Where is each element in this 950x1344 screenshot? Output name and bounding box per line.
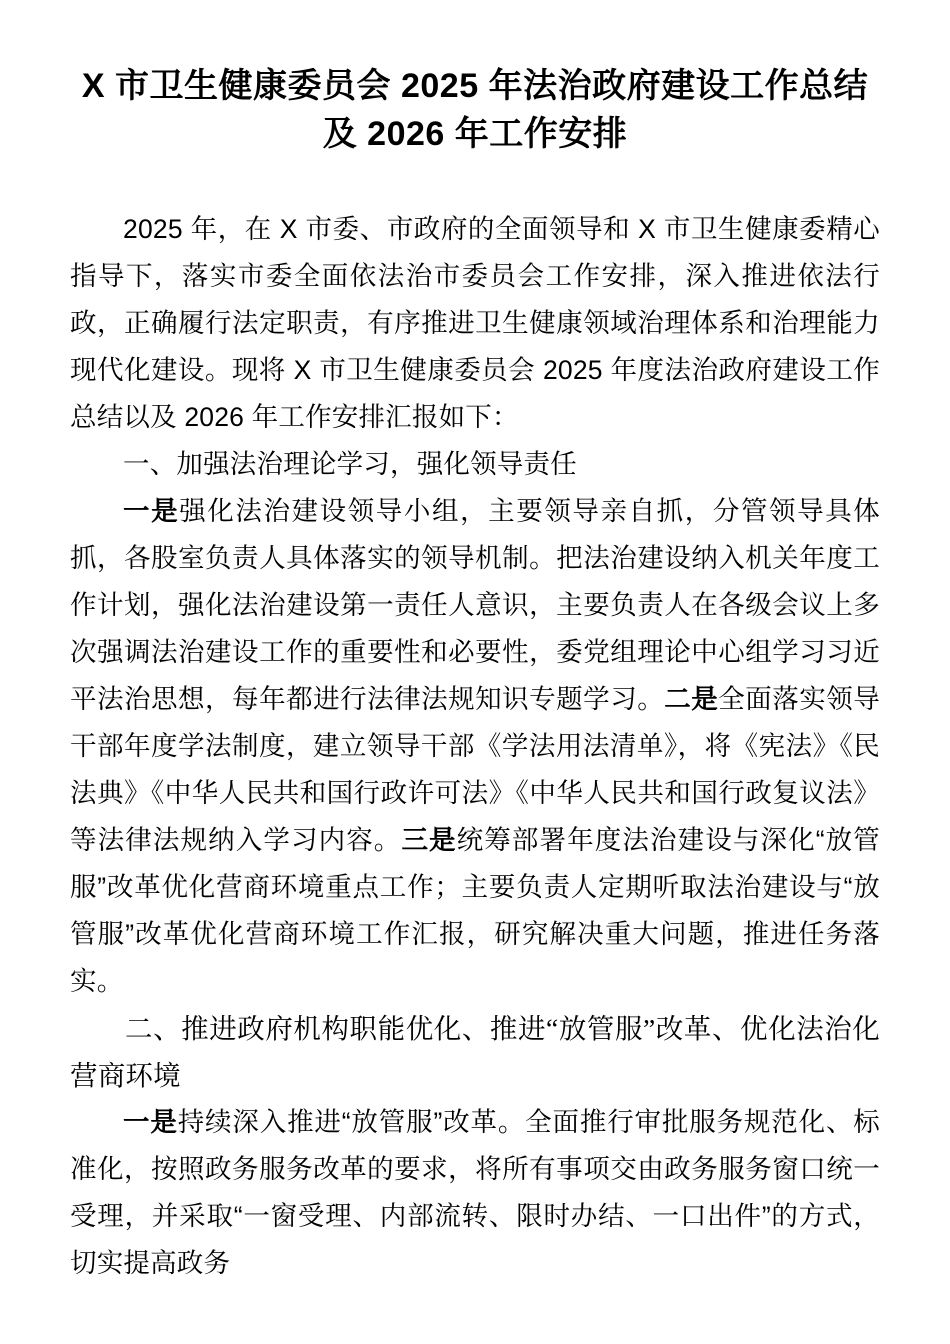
page-title bbox=[0, 0, 950, 158]
section-1-text-2a: 全面落实领导干部年度学法制度，建立领导干部 bbox=[70, 684, 880, 761]
page-title-line-2: 及 2026 年工作安排 bbox=[322, 115, 628, 153]
book-title-xuefa-yongfa-qingdan: 《学法用法清单》 bbox=[474, 731, 678, 761]
section-1-body bbox=[70, 488, 880, 1005]
document-body bbox=[0, 206, 950, 1287]
section-2-body bbox=[70, 1099, 880, 1287]
lead-marker-san-shi: 三是 bbox=[401, 825, 457, 855]
page-title-line-1: X 市卫生健康委员会 2025 年法治政府建设工作总结 bbox=[81, 67, 869, 105]
section-1-text-2c: 等法律法规纳入学习内容。 bbox=[70, 825, 402, 855]
book-title-law-list: 《宪法》《民法典》《中华人民共和国行政许可法》《中华人民共和国行政复议法》 bbox=[70, 731, 881, 808]
section-1-text-3: 统筹部署年度法治建设与深化“放管服”改革优化营商环境重点工作；主要负责人定期听取法治建设与“放管服”改革优化营商环境工作汇报，研究解决重大问题，推进任务落实。 bbox=[70, 825, 880, 996]
lead-marker-yi-shi-2: 一是 bbox=[123, 1107, 178, 1137]
section-1-heading: 一、加强法治理论学习，强化领导责任 bbox=[123, 449, 577, 479]
section-1-text-2b: ，将 bbox=[677, 731, 732, 761]
lead-marker-yi-shi: 一是 bbox=[123, 496, 180, 526]
section-2-text-1: 持续深入推进“放管服”改革。全面推行审批服务规范化、标准化，按照政务服务改革的要求，将所有事项交由政务服务窗口统一受理，并采取“一窗受理、内部流转、限时办结、一口出件”的方式，切实提高政务 bbox=[70, 1107, 880, 1278]
section-2-heading: 二、推进政府机构职能优化、推进“放管服”改革、优化法治化营商环境 bbox=[70, 1013, 880, 1091]
lead-marker-er-shi: 二是 bbox=[664, 684, 719, 714]
section-1-text-1: 强化法治建设领导小组，主要领导亲自抓，分管领导具体抓，各股室负责人具体落实的领导机制。把法治建设纳入机关年度工作计划，强化法治建设第一责任人意识，主要负责人在各级会议上多次强调法治建设工作的重要性和必要性，委党组理论中心组学习习近平法治思想，每年都进行法律法规知识专题学习。 bbox=[70, 496, 881, 714]
opening-paragraph: 2025 年，在 X 市委、市政府的全面领导和 X 市卫生健康委精心指导下，落实市委全面依法治市委员会工作安排，深入推进依法行政，正确履行法定职责，有序推进卫生健康领域治理体系和治理能力现代化建设。现将 X 市卫生健康委员会 2025 年度法治政府建设工作总结以及 2026 年工作安排汇报如下： bbox=[70, 214, 880, 432]
